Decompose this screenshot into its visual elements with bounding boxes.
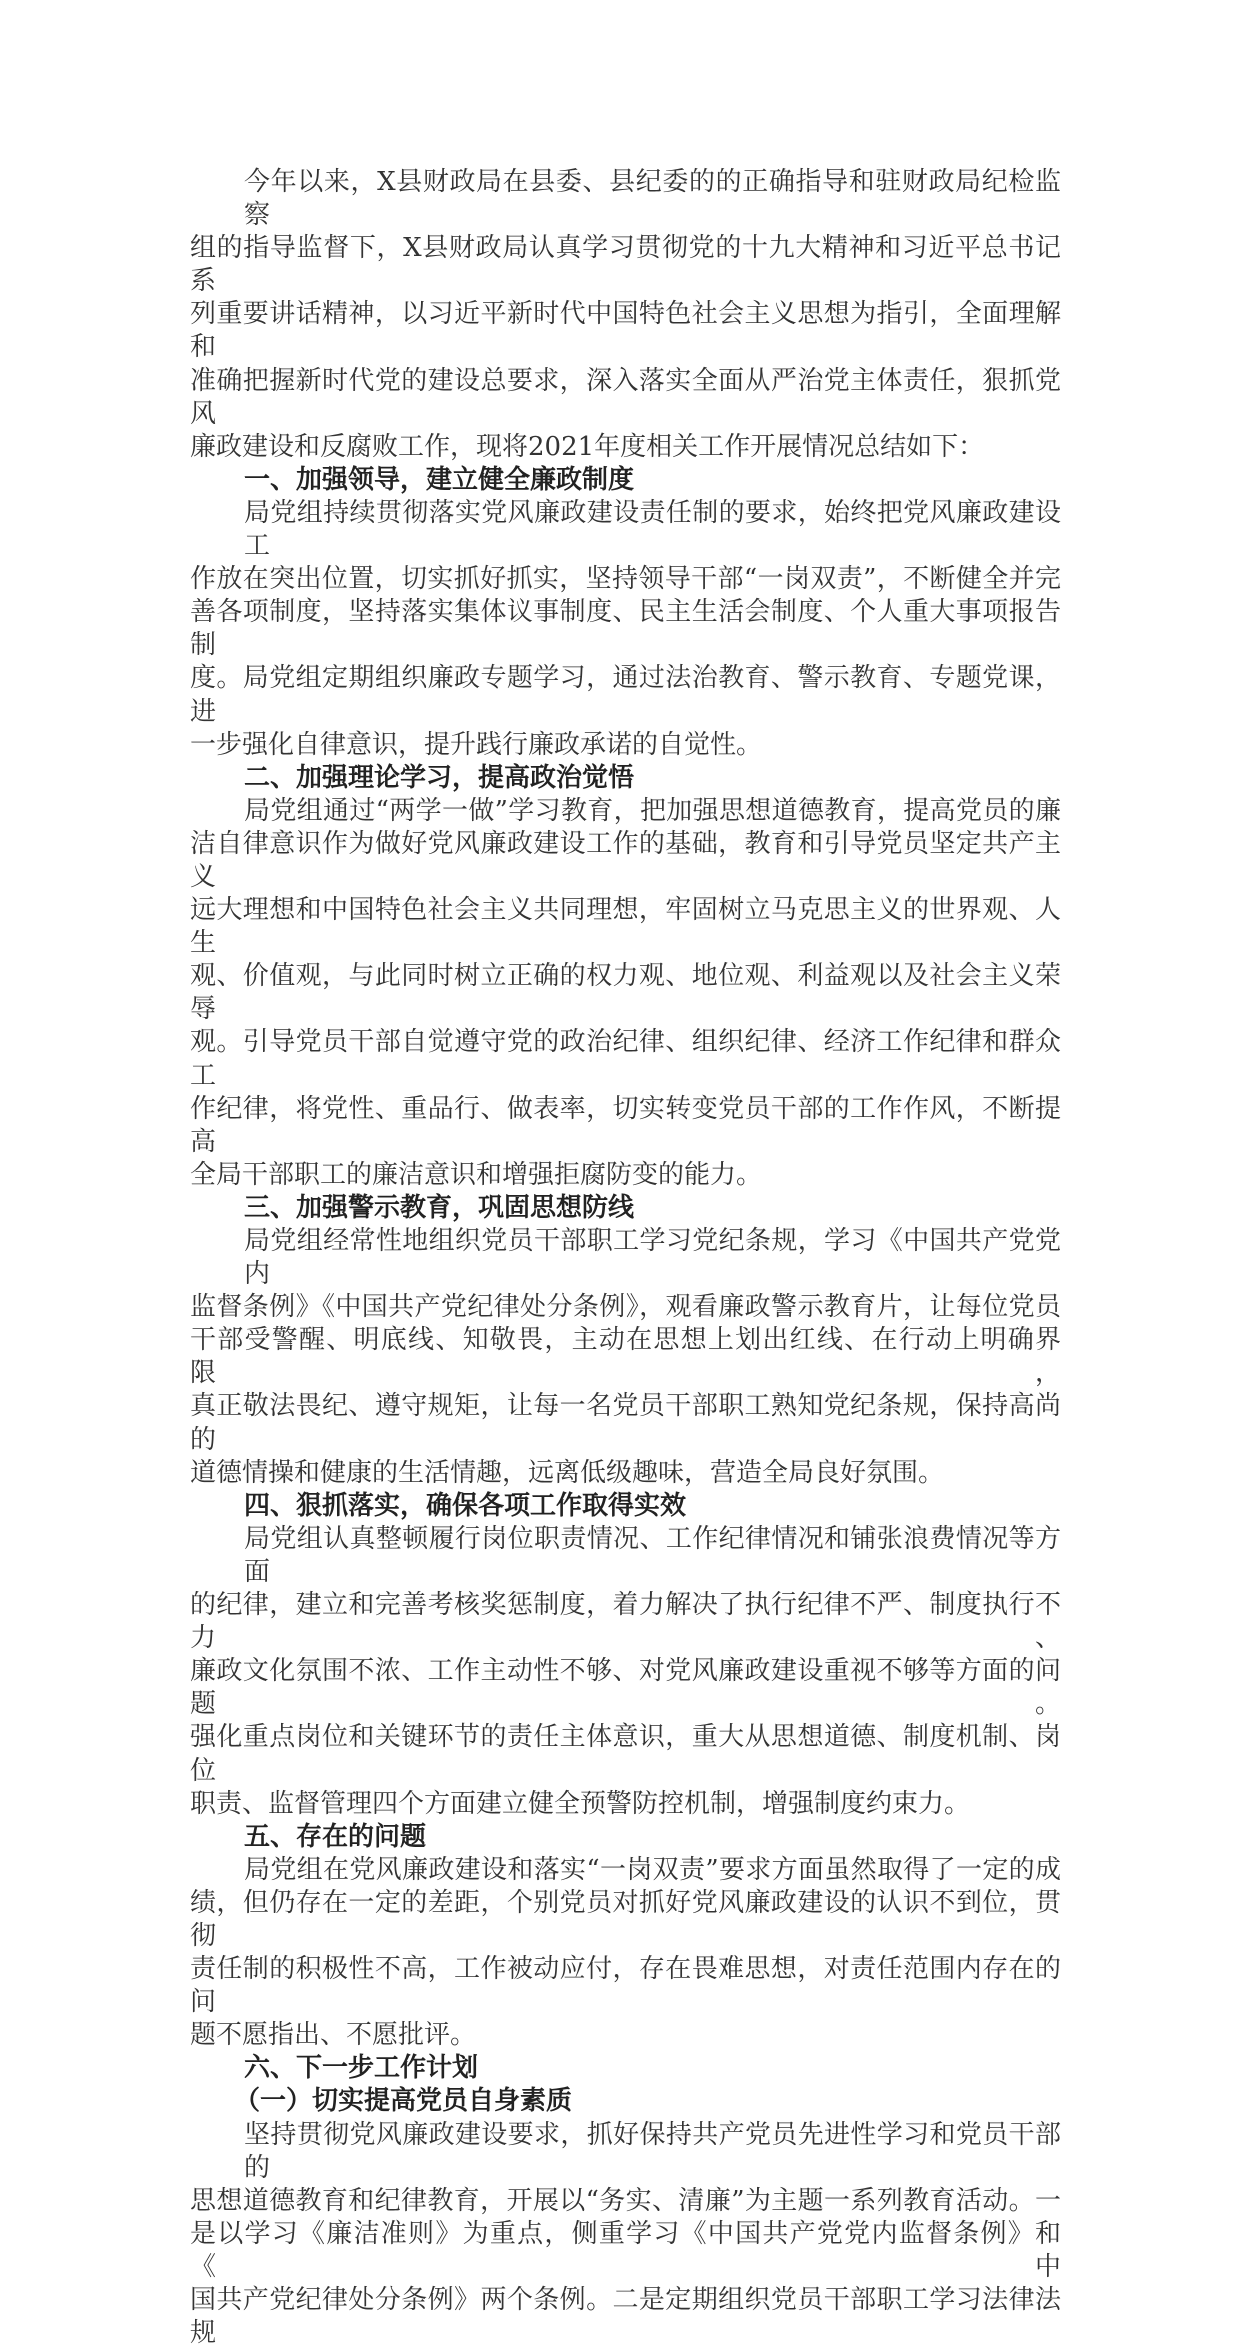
text-line: 干部受警醒、明底线、知敬畏，主动在思想上划出红线、在行动上明确界限， [190,1325,1061,1389]
text-line: 五、存在的问题 [244,1821,427,1852]
text-line: 一步强化自律意识，提升践行廉政承诺的自觉性。 [190,729,763,760]
section-heading [190,2052,1061,2085]
paragraph [190,1854,1061,2053]
section-heading [190,1490,1061,1523]
text-line: 准确把握新时代党的建设总要求，深入落实全面从严治党主体责任，狠抓党风 [190,365,1061,429]
text-line: 责任制的积极性不高，工作被动应付，存在畏难思想，对责任范围内存在的问 [190,1954,1061,2018]
text-line: 局党组在党风廉政建设和落实“一岗双责”要求方面虽然取得了一定的成 [244,1854,1061,1885]
text-line: 坚持贯彻党风廉政建设要求，抓好保持共产党员先进性学习和党员干部的 [244,2119,1061,2183]
text-line: 思想道德教育和纪律教育，开展以“务实、清廉”为主题一系列教育活动。一 [190,2185,1061,2216]
text-line: 道德情操和健康的生活情趣，远离低级趣味，营造全局良好氛围。 [190,1457,945,1488]
text-line: 题不愿指出、不愿批评。 [190,2020,477,2051]
text-line: 廉政建设和反腐败工作，现将2021年度相关工作开展情况总结如下： [190,431,985,462]
text-line: 绩，但仍存在一定的差距，个别党员对抓好党风廉政建设的认识不到位，贯彻 [190,1887,1061,1951]
section-heading [190,1192,1061,1225]
text-line: 局党组持续贯彻落实党风廉政建设责任制的要求，始终把党风廉政建设工 [244,497,1061,562]
section-heading [190,464,1061,497]
paragraph [190,1225,1061,1490]
text-line: 的纪律，建立和完善考核奖惩制度，着力解决了执行纪律不严、制度执行不力、 [190,1590,1061,1654]
text-line: 三、加强警示教育，巩固思想防线 [244,1192,635,1223]
text-line: 二、加强理论学习，提高政治觉悟 [244,762,635,793]
paragraph [190,2119,1061,2350]
text-line: 是以学习《廉洁准则》为重点，侧重学习《中国共产党党内监督条例》和《中 [190,2218,1061,2282]
text-line: 廉政文化氛围不浓、工作主动性不够、对党风廉政建设重视不够等方面的问题。 [190,1656,1061,1720]
text-line: 洁自律意识作为做好党风廉政建设工作的基础，教育和引导党员坚定共产主义 [190,828,1061,892]
text-line: 局党组认真整顿履行岗位职责情况、工作纪律情况和铺张浪费情况等方面 [244,1523,1061,1587]
text-line: 组的指导监督下，X县财政局认真学习贯彻党的十九大精神和习近平总书记系 [190,233,1061,297]
text-line: 作纪律，将党性、重品行、做表率，切实转变党员干部的工作作风，不断提高 [190,1093,1061,1157]
text-line: （一）切实提高党员自身素质 [234,2086,573,2117]
paragraph [190,497,1061,762]
text-line: 善各项制度，坚持落实集体议事制度、民主生活会制度、个人重大事项报告制 [190,597,1061,661]
text-line: 强化重点岗位和关键环节的责任主体意识，重大从思想道德、制度机制、岗位 [190,1722,1061,1786]
text-line: 观、价值观，与此同时树立正确的权力观、地位观、利益观以及社会主义荣辱 [190,961,1061,1025]
paragraph [190,166,1061,464]
text-line: 远大理想和中国特色社会主义共同理想，牢固树立马克思主义的世界观、人生 [190,895,1061,959]
text-line: 一、加强领导，建立健全廉政制度 [244,464,635,495]
text-line: 局党组经常性地组织党员干部职工学习党纪条规，学习《中国共产党党内 [244,1226,1061,1290]
subsection-heading [190,2085,1061,2118]
text-line: 国共产党纪律处分条例》两个条例。二是定期组织党员干部职工学习法律法规 [190,2285,1061,2349]
text-line: 今年以来，X县财政局在县委、县纪委的的正确指导和驻财政局纪检监察 [244,167,1061,231]
paragraph [190,1523,1061,1821]
text-line: 六、下一步工作计划 [244,2053,479,2084]
text-line: 真正敬法畏纪、遵守规矩，让每一名党员干部职工熟知党纪条规，保持高尚的 [190,1391,1061,1455]
text-line: 观。引导党员干部自觉遵守党的政治纪律、组织纪律、经济工作纪律和群众工 [190,1027,1061,1091]
text-line: 作放在突出位置，切实抓好抓实，坚持领导干部“一岗双责”，不断健全并完 [190,564,1061,595]
paragraph [190,795,1061,1192]
text-line: 监督条例》《中国共产党纪律处分条例》，观看廉政警示教育片，让每位党员 [190,1292,1061,1323]
document-page [190,166,1061,2350]
section-heading [190,762,1061,795]
text-line: 度。局党组定期组织廉政专题学习，通过法治教育、警示教育、专题党课，进 [190,663,1061,727]
text-line: 全局干部职工的廉洁意识和增强拒腐防变的能力。 [190,1159,763,1190]
section-heading [190,1821,1061,1854]
text-line: 四、狠抓落实，确保各项工作取得实效 [244,1490,687,1521]
text-line: 职责、监督管理四个方面建立健全预警防控机制，增强制度约束力。 [190,1788,971,1819]
text-line: 列重要讲话精神，以习近平新时代中国特色社会主义思想为指引，全面理解和 [190,299,1061,363]
text-line: 局党组通过“两学一做”学习教育，把加强思想道德教育，提高党员的廉 [244,795,1061,826]
